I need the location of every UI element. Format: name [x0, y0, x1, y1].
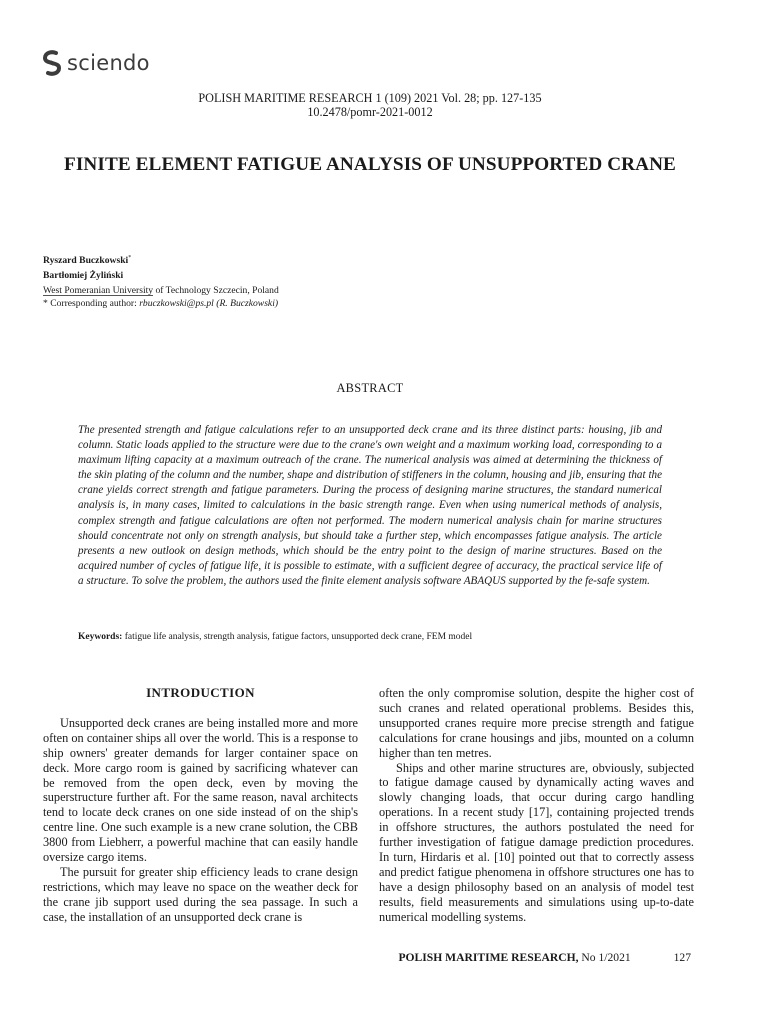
keywords-label: Keywords:: [78, 632, 123, 642]
paper-title: FINITE ELEMENT FATIGUE ANALYSIS OF UNSUPPORTED CRANE: [64, 154, 676, 175]
author-name: Ryszard Buczkowski: [43, 255, 129, 267]
publisher-logo: [42, 49, 150, 77]
author-block: [43, 251, 279, 298]
sciendo-s-logo-icon: [42, 50, 62, 76]
page-number: 127: [673, 951, 691, 964]
abstract-heading: ABSTRACT: [336, 381, 404, 395]
corresponding-mark: *: [128, 255, 132, 261]
keywords-text: fatigue life analysis, strength analysis, fatigue factors, unsupported deck crane, FEM model: [124, 632, 473, 642]
column-left: [43, 686, 358, 925]
author-name: Bartłomiej Żyliński: [43, 270, 124, 282]
corresponding-label: * Corresponding author:: [43, 298, 137, 309]
paragraph: The pursuit for greater ship efficiency leads to crane design restrictions, which may leave no space on the weather deck for the crane jib support used during the sea passage. In such a case, the installation of an unsupported deck crane is: [43, 864, 358, 924]
divider: [43, 295, 153, 296]
footer-issue: No 1/2021: [581, 951, 631, 964]
paragraph: often the only compromise solution, despite the higher cost of such cranes and related operational problems. Besides this, unsupported cranes require more precise strength and fatigue calculations for crane housings and jibs, mounted on a column higher than ten metres.: [379, 686, 694, 760]
keywords: [78, 632, 472, 642]
affiliation: West Pomeranian University of Technology Szczecin, Poland: [43, 285, 279, 297]
footer-journal: POLISH MARITIME RESEARCH,: [398, 951, 579, 964]
section-heading: INTRODUCTION: [146, 685, 255, 700]
paragraph: Unsupported deck cranes are being installed more and more often on container ships all over the world. This is a response to ship owners' greater demands for larger container space on deck. More cargo room is gained by sacrificing whatever can be removed from the open deck, even by moving the superstructure further aft. For the same reason, naval architects tend to locate deck cranes on one side instead of on the ship's centre line. One such example is a new crane solution, the CBB 3800 from Liebherr, a powerful machine that can easily handle oversize cargo items.: [43, 715, 358, 865]
corresponding-email: rbuczkowski@ps.pl (R. Buczkowski): [139, 298, 279, 309]
corresponding-author: [43, 298, 278, 309]
logo-text: sciendo: [67, 51, 150, 75]
journal-citation: POLISH MARITIME RESEARCH 1 (109) 2021 Vol. 28; pp. 127-135: [198, 91, 542, 105]
paragraph: Ships and other marine structures are, obviously, subjected to fatigue damage caused by dynamically acting waves and slowly changing loads, that occur during cargo handling operations. In a recent study [17], containing projected trends in offshore structures, the authors postulated the need for further investigation of fatigue damage prediction procedures. In turn, Hirdaris et al. [10] pointed out that to correctly assess and predict fatigue phenomena in offshore structures one has to have a design philosophy based on an analysis of model test results, field measurements and simulations using up-to-date numerical modelling systems.: [379, 760, 694, 924]
abstract-text: The presented strength and fatigue calculations refer to an unsupported deck crane and its three distinct parts: housing, jib and column. Static loads applied to the structure were due to the crane's own weight and a maximum working load, corresponding to a maximum lifting capacity at a maximum outreach of the crane. The numerical analysis was aimed at determining the thickness of the skin plating of the column and the number, shape and distribution of stiffeners in the column, housing and jib, ensuring that the crane yields correct strength and fatigue parameters. During the process of designing marine structures, the standard numerical analysis is, in many cases, limited to calculations in the basic strength range. Even when using numerical methods of analysis, complex strength and fatigue calculations are often not performed. The modern numerical analysis chain for marine structures should concentrate not only on strength analysis, but should take a further step, which encompasses fatigue analysis. The article presents a new outlook on design methods, which should be the entry point to the design of marine structures. Based on the acquired number of cycles of fatigue life, it is possible to estimate, with a sufficient degree of accuracy, the practical service life of a structure. To solve the problem, the authors used the finite element analysis software ABAQUS supported by the fe-safe system.: [78, 424, 662, 587]
column-right: [379, 686, 694, 925]
page-footer: [398, 951, 691, 964]
doi: 10.2478/pomr-2021-0012: [307, 105, 433, 119]
